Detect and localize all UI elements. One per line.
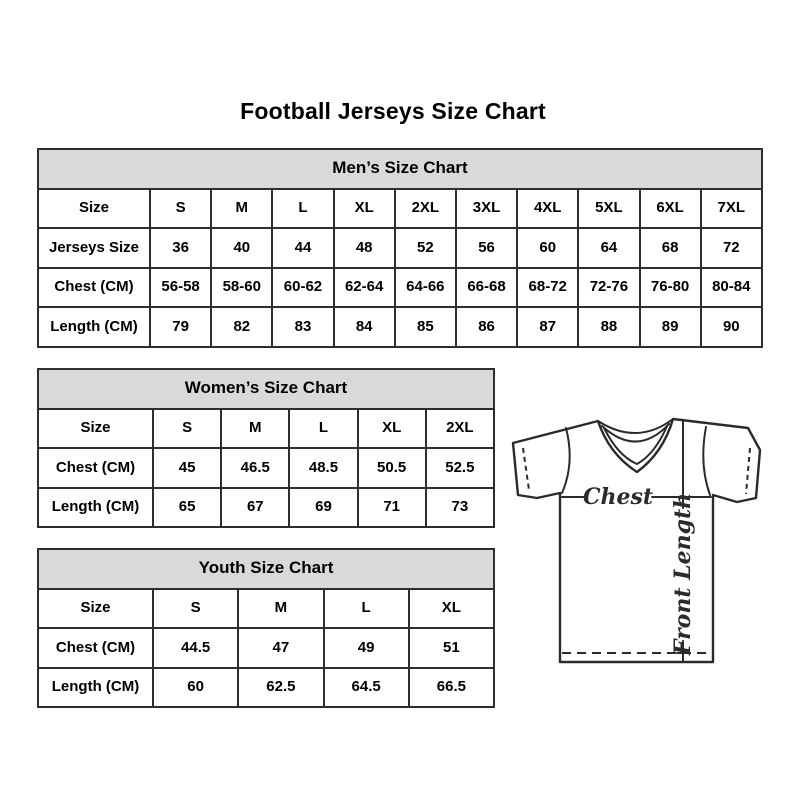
jersey-diagram-svg [503,398,768,698]
value-cell: XL [334,189,395,229]
value-cell: M [211,189,272,229]
value-cell: 47 [238,628,323,668]
youth-header-row [38,549,494,589]
table-row [38,307,762,347]
row-label-cell: Size [38,189,150,229]
value-cell: 56-58 [150,268,211,308]
value-cell: 60-62 [272,268,333,308]
value-cell: 48.5 [289,448,357,488]
value-cell: 82 [211,307,272,347]
value-cell: 89 [640,307,701,347]
value-cell: 44 [272,228,333,268]
womens-table-title: Women’s Size Chart [38,369,494,409]
youth-size-table [37,548,495,708]
value-cell: 62-64 [334,268,395,308]
value-cell: 56 [456,228,517,268]
womens-size-table [37,368,495,528]
value-cell: 83 [272,307,333,347]
value-cell: 76-80 [640,268,701,308]
value-cell: 5XL [578,189,639,229]
value-cell: 40 [211,228,272,268]
value-cell: 68-72 [517,268,578,308]
value-cell: 52 [395,228,456,268]
value-cell: 58-60 [211,268,272,308]
value-cell: 3XL [456,189,517,229]
value-cell: M [221,409,289,449]
youth-table-title: Youth Size Chart [38,549,494,589]
table-row [38,189,762,229]
value-cell: 88 [578,307,639,347]
value-cell: 64.5 [324,668,409,708]
value-cell: 64-66 [395,268,456,308]
value-cell: 73 [426,488,494,528]
value-cell: S [153,409,221,449]
value-cell: 86 [456,307,517,347]
value-cell: 71 [358,488,426,528]
table-row [38,448,494,488]
value-cell: 50.5 [358,448,426,488]
value-cell: 80-84 [701,268,762,308]
value-cell: XL [358,409,426,449]
mens-size-table [37,148,763,348]
value-cell: 90 [701,307,762,347]
value-cell: M [238,589,323,629]
mens-table-title: Men’s Size Chart [38,149,762,189]
value-cell: 36 [150,228,211,268]
value-cell: L [289,409,357,449]
value-cell: 69 [289,488,357,528]
row-label-cell: Length (CM) [38,488,153,528]
table-row [38,589,494,629]
row-label-cell: Size [38,409,153,449]
value-cell: 51 [409,628,494,668]
table-row [38,409,494,449]
value-cell: 87 [517,307,578,347]
table-row [38,668,494,708]
value-cell: S [153,589,238,629]
row-label-cell: Size [38,589,153,629]
value-cell: 4XL [517,189,578,229]
value-cell: 84 [334,307,395,347]
value-cell: 72 [701,228,762,268]
value-cell: 60 [153,668,238,708]
value-cell: 2XL [426,409,494,449]
value-cell: 60 [517,228,578,268]
row-label-cell: Chest (CM) [38,448,153,488]
table-row [38,268,762,308]
womens-header-row [38,369,494,409]
value-cell: 52.5 [426,448,494,488]
jersey-outline [513,419,760,662]
value-cell: 49 [324,628,409,668]
table-row [38,628,494,668]
value-cell: L [324,589,409,629]
chest-label: Chest [582,484,654,510]
row-label-cell: Length (CM) [38,307,150,347]
value-cell: 45 [153,448,221,488]
value-cell: 64 [578,228,639,268]
value-cell: 79 [150,307,211,347]
value-cell: 44.5 [153,628,238,668]
table-row [38,228,762,268]
row-label-cell: Chest (CM) [38,268,150,308]
table-row [38,488,494,528]
value-cell: 68 [640,228,701,268]
row-label-cell: Length (CM) [38,668,153,708]
value-cell: 48 [334,228,395,268]
page-title: Football Jerseys Size Chart [240,98,546,124]
row-label-cell: Jerseys Size [38,228,150,268]
value-cell: 65 [153,488,221,528]
jersey-measurement-diagram [503,398,768,698]
value-cell: 66-68 [456,268,517,308]
value-cell: 2XL [395,189,456,229]
value-cell: L [272,189,333,229]
value-cell: 7XL [701,189,762,229]
value-cell: 66.5 [409,668,494,708]
row-label-cell: Chest (CM) [38,628,153,668]
value-cell: S [150,189,211,229]
value-cell: 72-76 [578,268,639,308]
value-cell: XL [409,589,494,629]
value-cell: 46.5 [221,448,289,488]
mens-header-row [38,149,762,189]
front-length-label: Front Length [670,492,696,656]
collar-inner-v [604,426,667,464]
value-cell: 62.5 [238,668,323,708]
value-cell: 85 [395,307,456,347]
value-cell: 6XL [640,189,701,229]
value-cell: 67 [221,488,289,528]
